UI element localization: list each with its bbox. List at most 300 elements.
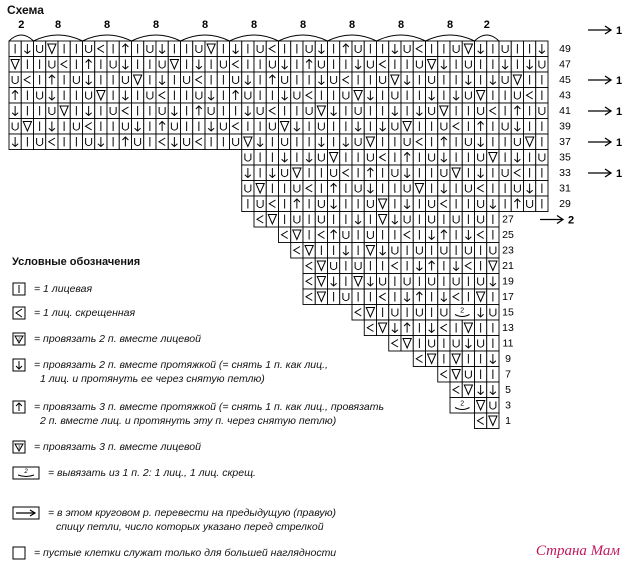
stitch-cell — [132, 103, 144, 119]
stitch-cell — [352, 88, 364, 104]
stitch-cell — [426, 227, 438, 243]
stitch-cell — [499, 72, 511, 88]
stitch-cell — [413, 103, 425, 119]
stitch-cell — [524, 181, 536, 197]
svg-text:2: 2 — [24, 469, 28, 475]
stitch-cell — [377, 243, 389, 259]
stitch-cell — [438, 150, 450, 166]
stitch-cell — [254, 119, 266, 135]
stitch-cell — [499, 57, 511, 73]
repeat-arc — [34, 35, 83, 41]
stitch-cell — [303, 289, 315, 305]
stitch-cell — [511, 196, 523, 212]
repeat-arc — [230, 35, 279, 41]
stitch-cell — [487, 243, 499, 259]
svg-text:2: 2 — [460, 400, 465, 408]
stitch-cell — [144, 41, 156, 57]
stitch-cell — [266, 134, 278, 150]
stitch-cell — [352, 212, 364, 228]
stitch-cell — [450, 289, 462, 305]
shift-count: 1 — [616, 137, 623, 149]
repeat-count: 8 — [201, 19, 209, 31]
stitch-cell — [438, 181, 450, 197]
stitch-cell — [242, 181, 254, 197]
stitch-cell — [475, 289, 487, 305]
stitch-cell — [119, 57, 131, 73]
stitch-cell — [205, 88, 217, 104]
stitch-cell — [499, 165, 511, 181]
stitch-cell — [401, 57, 413, 73]
stitch-cell — [205, 57, 217, 73]
stitch-cell — [487, 289, 499, 305]
stitch-cell — [303, 196, 315, 212]
stitch-cell — [242, 57, 254, 73]
stitch-cell — [413, 227, 425, 243]
stitch-cell — [389, 289, 401, 305]
stitch-cell — [438, 336, 450, 352]
stitch-cell — [438, 212, 450, 228]
stitch-cell — [364, 41, 376, 57]
stitch-cell — [303, 274, 315, 290]
stitch-cell — [156, 134, 168, 150]
repeat-arc — [181, 35, 230, 41]
svg-text:2: 2 — [17, 336, 21, 342]
row-number: 17 — [502, 291, 514, 303]
stitch-cell — [107, 41, 119, 57]
row-number: 49 — [559, 43, 571, 55]
stitch-cell — [511, 134, 523, 150]
stitch-cell — [475, 57, 487, 73]
stitch-cell — [132, 119, 144, 135]
stitch-cell — [389, 258, 401, 274]
stitch-cell — [511, 57, 523, 73]
stitch-cell — [95, 72, 107, 88]
stitch-cell — [364, 258, 376, 274]
stitch-cell — [303, 243, 315, 259]
repeat-header — [9, 19, 499, 41]
stitch-cell — [377, 41, 389, 57]
stitch-cell — [364, 289, 376, 305]
stitch-cell — [364, 243, 376, 259]
stitch-cell — [462, 274, 474, 290]
stitch-cell — [462, 227, 474, 243]
stitch-cell — [389, 88, 401, 104]
legend-title: Условные обозначения — [12, 256, 141, 268]
stitch-cell — [475, 150, 487, 166]
stitch-cell — [34, 119, 46, 135]
shift-arrows — [540, 25, 622, 227]
stitch-cell — [499, 119, 511, 135]
row-number: 9 — [505, 353, 511, 365]
stitch-cell — [70, 119, 82, 135]
stitch-cell — [291, 181, 303, 197]
stitch-cell — [438, 196, 450, 212]
stitch-cell — [328, 119, 340, 135]
stitch-cell — [46, 134, 58, 150]
stitch-cell — [340, 134, 352, 150]
stitch-cell — [487, 72, 499, 88]
row-number: 41 — [559, 105, 571, 117]
stitch-cell — [413, 72, 425, 88]
stitch-cell — [462, 289, 474, 305]
stitch-cell — [438, 41, 450, 57]
stitch-cell — [254, 212, 266, 228]
stitch-cell — [46, 119, 58, 135]
stitch-cell — [487, 274, 499, 290]
stitch-cell — [291, 57, 303, 73]
stitch-cell — [462, 336, 474, 352]
stitch-cell — [107, 119, 119, 135]
stitch-cell — [181, 41, 193, 57]
stitch-cell — [377, 258, 389, 274]
stitch-cell — [426, 134, 438, 150]
stitch-cell — [181, 134, 193, 150]
shift-arrow-icon — [588, 168, 622, 180]
stitch-cell — [389, 336, 401, 352]
stitch-cell — [193, 119, 205, 135]
stitch-cell — [536, 57, 548, 73]
stitch-cell — [462, 181, 474, 197]
stitch-cell — [413, 320, 425, 336]
stitch-cell — [315, 134, 327, 150]
stitch-cell — [303, 181, 315, 197]
stitch-cell — [156, 88, 168, 104]
stitch-cell — [475, 103, 487, 119]
stitch-cell — [70, 57, 82, 73]
stitch-cell — [119, 88, 131, 104]
stitch-cell — [475, 181, 487, 197]
stitch-cell — [328, 243, 340, 259]
stitch-cell — [377, 134, 389, 150]
stitch-cell — [291, 165, 303, 181]
stitch-cell — [242, 150, 254, 166]
stitch-cell — [34, 57, 46, 73]
stitch-cell — [475, 367, 487, 383]
stitch-cell — [328, 88, 340, 104]
stitch-cell — [426, 289, 438, 305]
k2tog-symbol-icon — [12, 332, 26, 346]
stitch-cell — [511, 41, 523, 57]
stitch-cell — [377, 289, 389, 305]
stitch-cell — [217, 72, 229, 88]
stitch-cell — [230, 72, 242, 88]
stitch-cell — [450, 119, 462, 135]
stitch-cell — [279, 88, 291, 104]
stitch-cell — [291, 41, 303, 57]
stitch-cell — [83, 119, 95, 135]
stitch-cell — [401, 103, 413, 119]
stitch-cell — [83, 134, 95, 150]
stitch-cell — [315, 88, 327, 104]
row-number: 19 — [502, 275, 514, 288]
stitch-cell — [156, 72, 168, 88]
stitch-cell — [315, 150, 327, 166]
stitch-cell — [352, 57, 364, 73]
stitch-cell — [70, 134, 82, 150]
stitch-cell — [70, 72, 82, 88]
stitch-cell — [487, 398, 499, 414]
stitch-cell — [438, 305, 450, 321]
repeat-arc — [9, 35, 34, 41]
stitch-cell — [487, 336, 499, 352]
shift-arrow-icon — [588, 75, 622, 87]
stitch-cell — [9, 103, 21, 119]
repeat-count: 8 — [299, 19, 307, 31]
stitch-cell — [340, 88, 352, 104]
shift-count: 1 — [616, 75, 623, 87]
stitch-cell — [389, 165, 401, 181]
stitch-cell — [389, 320, 401, 336]
stitch-cell — [389, 181, 401, 197]
stitch-cell — [536, 119, 548, 135]
stitch-cell — [266, 57, 278, 73]
stitch-cell — [279, 227, 291, 243]
stitch-cell — [328, 258, 340, 274]
stitch-cell — [450, 150, 462, 166]
stitch-cell — [242, 72, 254, 88]
stitch-cell — [181, 119, 193, 135]
stitch-cell — [450, 367, 462, 383]
stitch-cell — [83, 72, 95, 88]
stitch-cell — [487, 88, 499, 104]
stitch-cell — [303, 212, 315, 228]
stitch-cell — [303, 88, 315, 104]
stitch-cell — [475, 382, 487, 398]
stitch-cell — [462, 196, 474, 212]
stitch-cell — [291, 103, 303, 119]
stitch-cell — [291, 212, 303, 228]
repeat-arc — [279, 35, 328, 41]
stitch-cell — [119, 134, 131, 150]
stitch-cell — [95, 103, 107, 119]
stitch-cell — [340, 41, 352, 57]
stitch-cell — [413, 289, 425, 305]
stitch-cell — [303, 41, 315, 57]
stitch-cell — [352, 134, 364, 150]
stitch-cell — [364, 181, 376, 197]
stitch-cell — [487, 103, 499, 119]
stitch-cell — [413, 150, 425, 166]
stitch-cell — [475, 413, 487, 429]
stitch-cell — [266, 196, 278, 212]
stitch-cell — [524, 72, 536, 88]
stitch-cell — [389, 196, 401, 212]
stitch-cell — [58, 134, 70, 150]
stitch-cell — [450, 351, 462, 367]
stitch-cell — [328, 212, 340, 228]
stitch-cell — [401, 196, 413, 212]
stitch-cell — [315, 212, 327, 228]
stitch-cell — [291, 196, 303, 212]
stitch-cell — [413, 274, 425, 290]
stitch-cell — [119, 41, 131, 57]
stitch-cell — [95, 41, 107, 57]
stitch-cell — [450, 274, 462, 290]
stitch-cell — [279, 150, 291, 166]
stitch-cell — [389, 243, 401, 259]
stitch-cell — [438, 103, 450, 119]
stitch-cell — [426, 243, 438, 259]
stitch-cell — [230, 134, 242, 150]
stitch-cell — [450, 382, 462, 398]
row-number: 45 — [559, 74, 571, 86]
stitch-cell — [426, 57, 438, 73]
stitch-cell — [487, 227, 499, 243]
row-number: 23 — [502, 244, 514, 257]
stitch-cell — [46, 103, 58, 119]
stitch-cell — [340, 150, 352, 166]
stitch-cell — [364, 212, 376, 228]
repeat-count: 8 — [250, 19, 258, 31]
stitch-cell — [401, 258, 413, 274]
stitch-cell — [303, 103, 315, 119]
stitch-cell — [303, 150, 315, 166]
stitch-cell — [426, 165, 438, 181]
stitch-cell — [217, 134, 229, 150]
stitch-cell — [524, 196, 536, 212]
row-number: 31 — [559, 182, 571, 195]
row-number: 47 — [559, 58, 571, 71]
stitch-cell — [230, 57, 242, 73]
stitch-cell — [279, 119, 291, 135]
stitch-cell — [413, 305, 425, 321]
stitch-cell — [413, 119, 425, 135]
stitch-cell — [291, 119, 303, 135]
repeat-count: 8 — [54, 19, 62, 31]
stitch-cell — [217, 88, 229, 104]
row-number: 29 — [559, 198, 571, 210]
stitch-cell — [413, 351, 425, 367]
stitch-cell — [242, 165, 254, 181]
stitch-cell — [438, 367, 450, 383]
stitch-cell — [315, 72, 327, 88]
stitch-cell — [475, 398, 487, 414]
stitch-cell — [377, 165, 389, 181]
stitch-cell — [352, 103, 364, 119]
stitch-cell — [377, 196, 389, 212]
increase-symbol-icon — [12, 466, 40, 480]
stitch-cell — [254, 181, 266, 197]
stitch-cell — [426, 305, 438, 321]
stitch-cell — [279, 165, 291, 181]
stitch-cell — [9, 134, 21, 150]
knit-symbol-icon — [12, 282, 26, 296]
stitch-cell — [524, 103, 536, 119]
stitch-cell — [462, 212, 474, 228]
stitch-cell — [315, 103, 327, 119]
stitch-cell — [21, 72, 33, 88]
stitch-cell — [279, 57, 291, 73]
stitch-cell — [58, 57, 70, 73]
stitch-cell — [107, 57, 119, 73]
stitch-cell — [364, 134, 376, 150]
stitch-cell — [34, 72, 46, 88]
stitch-cell — [377, 181, 389, 197]
stitch-cell — [450, 134, 462, 150]
stitch-cell — [426, 351, 438, 367]
stitch-cell — [475, 227, 487, 243]
stitch-cell — [487, 57, 499, 73]
stitch-cell — [438, 165, 450, 181]
stitch-cell — [438, 351, 450, 367]
stitch-cell — [475, 119, 487, 135]
row-number: 15 — [502, 306, 514, 319]
stitch-cell — [181, 57, 193, 73]
stitch-cell — [364, 305, 376, 321]
stitch-cell — [413, 336, 425, 352]
stitch-cell — [303, 165, 315, 181]
stitch-cell — [315, 57, 327, 73]
stitch-cell — [364, 103, 376, 119]
stitch-cell — [328, 41, 340, 57]
stitch-cell — [279, 103, 291, 119]
stitch-cell — [193, 41, 205, 57]
stitch-cell — [303, 72, 315, 88]
stitch-cell — [291, 243, 303, 259]
stitch-cell — [389, 57, 401, 73]
stitch-cell — [450, 196, 462, 212]
stitch-cell — [475, 320, 487, 336]
stitch-cell — [46, 57, 58, 73]
repeat-arc — [475, 35, 500, 41]
stitch-cell — [168, 119, 180, 135]
stitch-cell — [438, 88, 450, 104]
stitch-cell — [132, 72, 144, 88]
stitch-cell — [254, 150, 266, 166]
stitch-cell — [193, 134, 205, 150]
svg-text:2: 2 — [460, 307, 465, 315]
stitch-cell — [438, 320, 450, 336]
stitch-cell — [462, 134, 474, 150]
stitch-cell — [230, 103, 242, 119]
stitch-cell — [499, 134, 511, 150]
stitch-cell — [377, 150, 389, 166]
stitch-cell — [426, 336, 438, 352]
stitch-cell — [107, 134, 119, 150]
stitch-cell — [487, 212, 499, 228]
stitch-cell — [364, 274, 376, 290]
stitch-cell — [401, 320, 413, 336]
stitch-cell — [426, 72, 438, 88]
stitch-cell — [119, 103, 131, 119]
stitch-cell — [475, 72, 487, 88]
stitch-cell — [230, 119, 242, 135]
stitch-cell — [58, 119, 70, 135]
stitch-cell — [279, 212, 291, 228]
sk2p-symbol-icon — [12, 400, 26, 414]
stitch-cell — [499, 41, 511, 57]
stitch-cell — [254, 196, 266, 212]
shift-count: 1 — [616, 25, 623, 37]
stitch-cell — [46, 41, 58, 57]
stitch-cell — [242, 196, 254, 212]
repeat-arc — [426, 35, 475, 41]
stitch-cell — [58, 88, 70, 104]
stitch-cell — [352, 72, 364, 88]
shift-count: 2 — [568, 214, 575, 227]
repeat-count: 8 — [446, 19, 454, 31]
row-number: 37 — [559, 136, 571, 148]
stitch-cell — [450, 212, 462, 228]
stitch-cell — [438, 57, 450, 73]
stitch-cell — [389, 103, 401, 119]
stitch-cell — [107, 72, 119, 88]
stitch-cell — [401, 212, 413, 228]
k3tog-symbol-icon — [12, 440, 26, 454]
stitch-cell — [487, 413, 499, 429]
stitch-cell — [389, 72, 401, 88]
stitch-cell — [242, 41, 254, 57]
